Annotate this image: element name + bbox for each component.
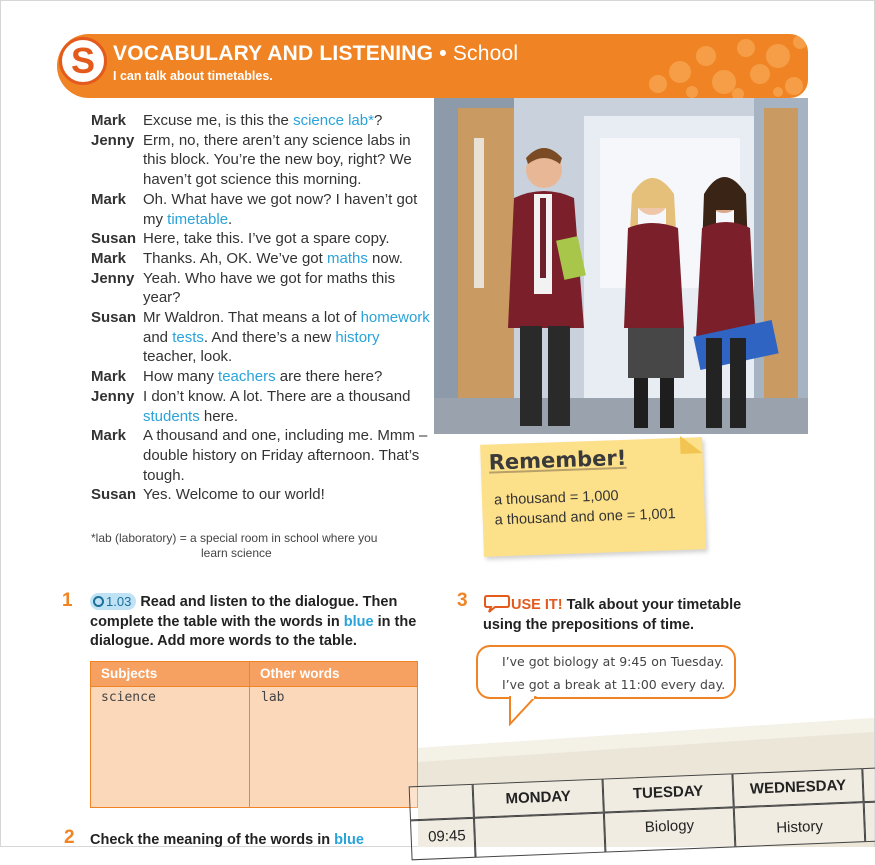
dialogue-line: [91, 426, 431, 485]
speech-fragment: Excuse me, is this the: [143, 112, 294, 129]
vocabulary-word: students: [143, 407, 200, 425]
speech-fragment: ?: [373, 112, 383, 129]
dialogue-line: [91, 131, 431, 190]
vocabulary-table: [90, 661, 418, 808]
footnote: *lab (laboratory) = a special room in school where you learn science: [91, 531, 378, 560]
timetable-day-monday: MONDAY: [473, 779, 604, 818]
remember-title: Remember!: [488, 445, 627, 475]
dialogue-line: [91, 308, 431, 367]
exercise-1-number: 1: [62, 590, 73, 611]
timetable-day-tuesday: TUESDAY: [602, 773, 733, 812]
speech-text: [143, 426, 431, 485]
speaker-name: Mark: [91, 427, 127, 445]
bubble-line-2: I’ve got a break at 11:00 every day.: [502, 677, 726, 692]
page-subtitle: I can talk about timetables.: [113, 69, 273, 83]
page-title: VOCABULARY AND LISTENING • School: [113, 42, 519, 65]
speaker-name: Mark: [91, 368, 127, 386]
speech-text: [143, 111, 431, 131]
table-cell-example-other: lab: [261, 690, 285, 705]
timetable-monday-cell: [474, 813, 606, 858]
exercise-3-number: 3: [457, 590, 468, 611]
speaker-name: Susan: [91, 309, 137, 327]
dialogue-line: [91, 229, 431, 249]
vocabulary-word: homework: [360, 309, 430, 327]
speaker-name: Susan: [91, 486, 137, 504]
table-cell-example-subject: science: [101, 690, 156, 705]
speech-text: [143, 269, 431, 308]
bubble-line-1: I’ve got biology at 9:45 on Tuesday.: [502, 654, 724, 669]
timetable-time-cell: 09:45: [410, 818, 476, 861]
speech-fragment: Yes. Welcome to our world!: [143, 486, 325, 504]
example-speech-bubble: [476, 645, 736, 699]
speech-fragment: here.: [199, 407, 239, 425]
timetable-wednesday-cell: History: [734, 802, 866, 847]
speaker-name: Mark: [91, 190, 127, 208]
audio-track-button[interactable]: 1.03: [90, 593, 136, 610]
speech-text: [143, 308, 431, 367]
speaker-name: Mark: [91, 249, 127, 267]
dialogue-line: [91, 387, 431, 426]
speech-text: [143, 387, 431, 426]
exercise-2-instructions: Check the meaning of the words in blue: [90, 832, 364, 848]
speech-fragment: I don’t know. A lot. There are a thousand: [143, 387, 411, 405]
speech-text: [143, 131, 431, 190]
table-header-other-words: Other words: [250, 662, 417, 686]
audio-disc-icon: [93, 596, 104, 607]
vocabulary-word: teachers: [218, 368, 276, 386]
speech-fragment: Yeah. Who have we got for maths this year?: [143, 269, 396, 307]
speech-fragment: Here, take this. I’ve got a spare copy.: [143, 230, 390, 248]
speech-fragment: now.: [367, 249, 403, 267]
folded-corner-icon: [678, 433, 705, 456]
exercise-1-instructions: 1.03 Read and listen to the dialogue. Then complete the table with the words in blue in the dialogue. Add more words to the table.: [90, 594, 417, 649]
exercise-2-number: 2: [64, 827, 75, 848]
speech-fragment: teacher, look.: [143, 348, 233, 366]
speech-text: [143, 229, 431, 249]
timetable-next-cell: [864, 801, 875, 843]
dialogue-line: [91, 249, 431, 269]
vocabulary-word: tests: [172, 328, 204, 346]
speaker-name: Mark: [91, 112, 127, 129]
timetable-tuesday-cell: Biology: [604, 807, 736, 852]
remember-note: [480, 437, 706, 557]
speech-text: [143, 367, 431, 387]
vocabulary-word: science lab*: [293, 112, 374, 129]
remember-line-1: a thousand = 1,000: [493, 488, 619, 509]
speech-fragment: . And there’s a new: [203, 328, 336, 346]
vocabulary-word: timetable: [167, 210, 229, 228]
dialogue-line: [91, 367, 431, 387]
remember-line-2: a thousand and one = 1,001: [494, 506, 676, 529]
speech-bubble-icon: [483, 593, 511, 613]
speaker-name: Susan: [91, 230, 137, 248]
timetable-corner-cell: [409, 784, 474, 821]
timetable-next-day-cell: [862, 767, 875, 803]
speech-fragment: Erm, no, there aren’t any science labs in this block. You’re the new boy, right? We haven’t got science this morning.: [143, 131, 412, 189]
timetable-day-wednesday: WEDNESDAY: [732, 768, 863, 807]
speech-fragment: are there here?: [275, 368, 383, 386]
speech-text: [143, 249, 431, 269]
speech-text: [143, 485, 431, 505]
table-header-subjects: Subjects: [91, 662, 249, 686]
speech-fragment: .: [228, 210, 233, 228]
vocabulary-word: history: [335, 328, 380, 346]
vocabulary-word: maths: [326, 249, 368, 267]
speech-fragment: Mr Waldron. That means a lot of: [143, 309, 361, 327]
section-s-badge: S: [59, 37, 107, 85]
speaker-name: Jenny: [91, 269, 135, 287]
students-in-doorway-photo: [434, 98, 808, 434]
timetable: [418, 751, 875, 860]
dialogue-line: [91, 269, 431, 308]
speech-fragment: Oh. What have we got now? I haven’t got my: [143, 190, 418, 228]
dialogue-line: [91, 485, 431, 505]
speaker-name: Jenny: [91, 387, 135, 405]
exercise-3-instructions: USE IT! Talk about your timetable using the prepositions of time.: [483, 593, 783, 635]
speaker-name: Jenny: [91, 131, 135, 149]
dialogue-line: [91, 190, 431, 229]
speech-fragment: How many: [143, 368, 219, 386]
speech-fragment: and: [143, 328, 173, 346]
dialogue-line: [91, 111, 431, 131]
dialogue: [91, 111, 431, 505]
speech-fragment: A thousand and one, including me. Mmm – double history on Friday afternoon. That’s tough.: [143, 427, 428, 484]
speech-text: [143, 190, 431, 229]
speech-fragment: Thanks. Ah, OK. We’ve got: [143, 249, 327, 267]
bubble-pattern-decoration: [628, 34, 808, 98]
